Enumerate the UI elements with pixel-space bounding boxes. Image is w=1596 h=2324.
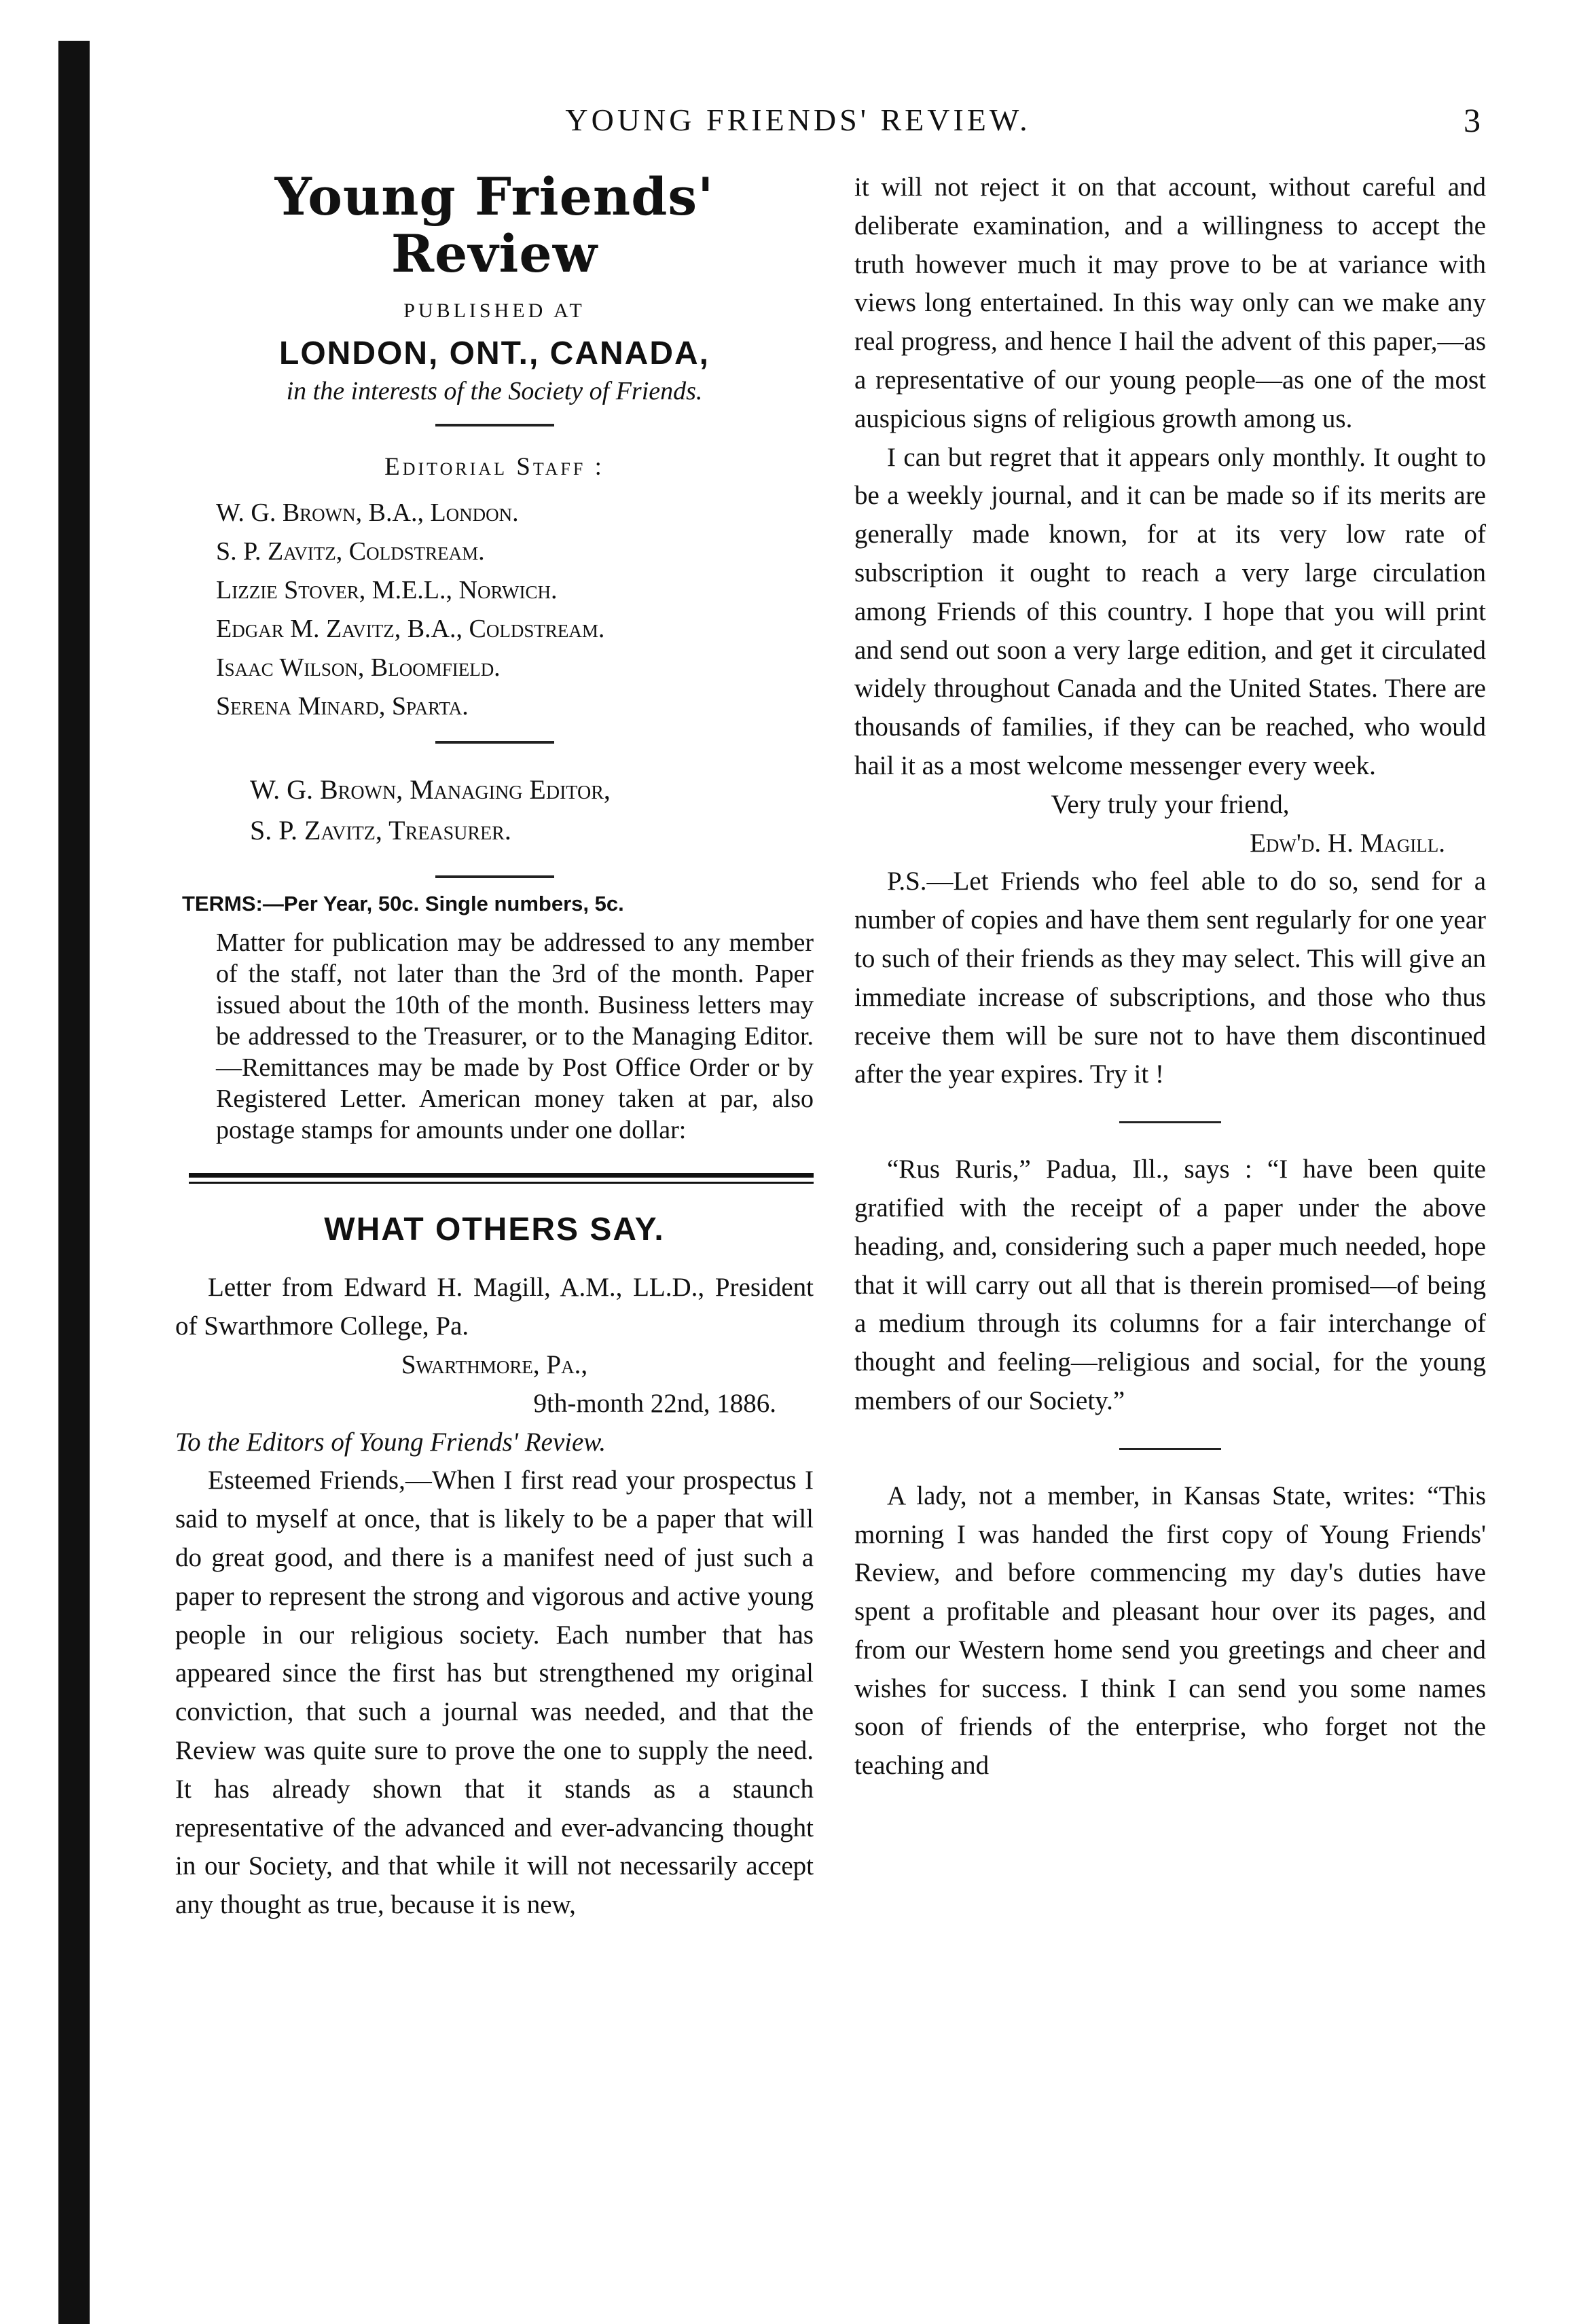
- publication-city: LONDON, ONT., CANADA,: [279, 335, 710, 372]
- double-rule: [189, 1173, 814, 1184]
- binding-edge: [58, 41, 90, 2324]
- staff-member: Edgar M. Zavitz, B.A., Coldstream.: [216, 615, 605, 644]
- letter-paragraph: Esteemed Friends,—When I first read your prospectus I said to myself at once, that is likely to be a paper that will do great good, and there is a manifest need of just such a paper to represent the strong and vigorous and active young people in our religious society. Each number that has appeared since the first has but strengthened my original conviction, that such a journal was needed, and that the Review was quite sure to prove the one to supply the need. It has already shown that it stands as a staunch representative of the advanced and ever-advancing thought in our Society, and that while it will not necessarily accept any thought as true, because it is new,: [175, 1466, 814, 1920]
- letter-signoff: Very truly your friend,: [1051, 789, 1290, 819]
- treasurer: S. P. Zavitz, Treasurer.: [250, 815, 511, 846]
- letter-addressee: To the Editors of Young Friends' Review.: [175, 1427, 606, 1457]
- letter-date: 9th-month 22nd, 1886.: [533, 1388, 776, 1418]
- staff-member: W. G. Brown, B.A., London.: [216, 498, 519, 528]
- staff-list: [216, 494, 814, 726]
- publication-interests: in the interests of the Society of Friends.: [286, 377, 703, 406]
- divider-rule: [435, 875, 554, 878]
- divider-rule: [1119, 1121, 1221, 1123]
- subscription-terms: TERMS:—Per Year, 50c. Single numbers, 5c.: [182, 892, 624, 916]
- staff-member: Isaac Wilson, Bloomfield.: [216, 653, 501, 683]
- managers-block: [250, 769, 814, 851]
- divider-rule: [435, 741, 554, 744]
- published-at: PUBLISHED AT: [403, 299, 585, 323]
- quote-rus-ruris: “Rus Ruris,” Padua, Ill., says : “I have been quite gratified with the receipt of a paper under the above heading, and, considering such a paper much needed, hope that it will carry out all that is therein promised—of being a medium through its columns for a fair interchange of thought and feeling—religious and social, for the young members of our Society.”: [854, 1155, 1486, 1415]
- letter-intro: Letter from Edward H. Magill, A.M., LL.D., President of Swarthmore College, Pa.: [175, 1273, 814, 1341]
- letter-paragraph-continued: it will not reject it on that account, without careful and deliberate examination, and a willingness to accept the truth however much it may prove to be at variance with views long entertained. In this way only can we make any real progress, and hence I hail the advent of this paper,—as a representative of our young people—as one of the most auspicious signs of religious growth among us.: [854, 173, 1486, 433]
- quote-kansas-lady: A lady, not a member, in Kansas State, writes: “This morning I was handed the first copy of Young Friends' Review, and before commencing my day's duties have spent a profitable and pleasant hour over its pages, and from our Western home send you greetings and cheer and wishes for success. I think I can send you some names soon of friends of the enterprise, who forget not the teaching and: [854, 1481, 1486, 1781]
- letter-paragraph: I can but regret that it appears only monthly. It ought to be a weekly journal, and it can be made so if its merits are generally made known, for at its very low rate of subscription it ought to reach a very large circulation among Friends of this country. I hope that you will print and send out soon a very large edition, and get it circulated widely throughout Canada and the United States. There are thousands of families, if they can be reached, who would hail it as a most welcome messenger every week.: [854, 442, 1486, 780]
- running-head: YOUNG FRIENDS' REVIEW.: [565, 103, 1031, 137]
- staff-member: S. P. Zavitz, Coldstream.: [216, 537, 485, 566]
- right-column: [854, 168, 1486, 1785]
- divider-rule: [1119, 1448, 1221, 1450]
- letter-postscript: P.S.—Let Friends who feel able to do so, send for a number of copies and have them sent regularly for one year to such of their friends as they may select. This will give an immediate increase of subscriptions, and those who thus receive them will be sure not to have them discontinued after the year expires. Try it !: [854, 867, 1486, 1089]
- left-column: [175, 168, 814, 1925]
- staff-member: Serena Minard, Sparta.: [216, 692, 469, 721]
- letter-signer: Edw'd. H. Magill.: [1250, 828, 1445, 858]
- letter-place: Swarthmore, Pa.,: [401, 1349, 588, 1379]
- page-number: 3: [1464, 101, 1481, 139]
- publication-notice: Matter for publication may be addressed to any member of the staff, not later than the 3rd of the month. Paper issued about the 10th of the month. Business letters may be addressed to the Treasurer, or to the Managing Editor.—Remittances may be made by Post Office Order or by Registered Letter. American money taken at par, also postage stamps for amounts under one dollar:: [216, 928, 814, 1145]
- divider-rule: [435, 424, 554, 426]
- masthead-title: Young Friends' Review: [274, 166, 714, 284]
- managing-editor: W. G. Brown, Managing Editor,: [250, 774, 611, 805]
- section-heading: WHAT OTHERS SAY.: [324, 1212, 665, 1248]
- staff-heading: Editorial Staff :: [384, 453, 604, 482]
- staff-member: Lizzie Stover, M.E.L., Norwich.: [216, 576, 558, 605]
